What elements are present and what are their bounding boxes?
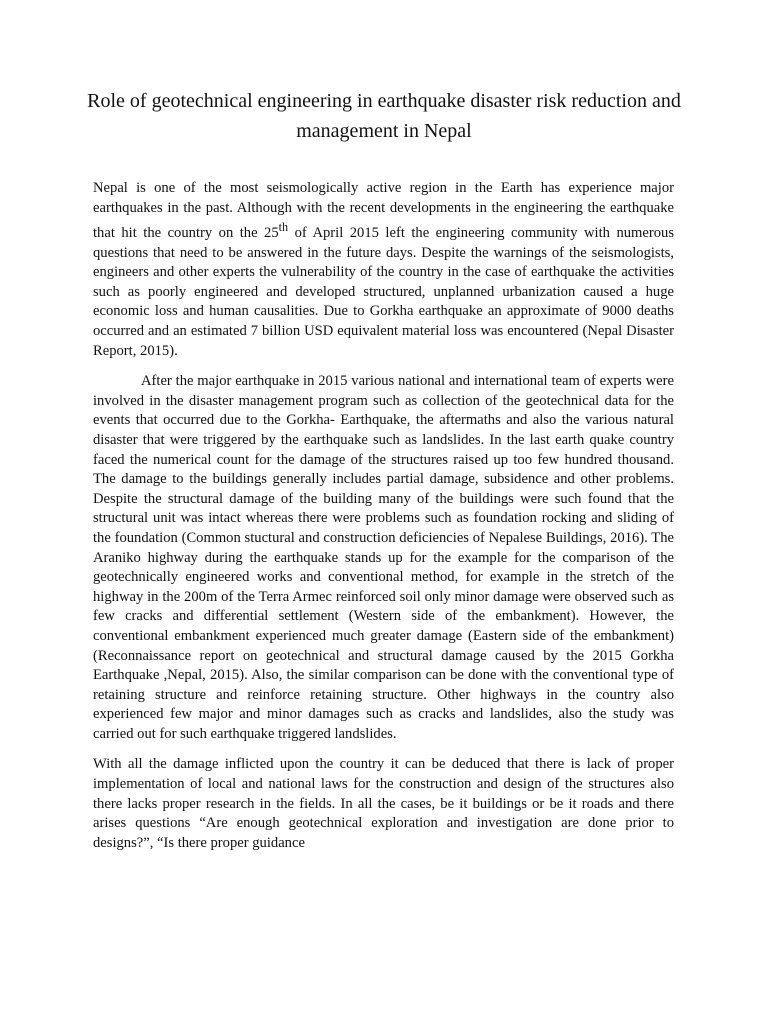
paragraph-post-earthquake-response: After the major earthquake in 2015 various national and international team of experts were involved in the disaster management program such as collection of the geotechnical data for the events that occurred due to the Gorkha- Earthquake, the aftermaths and also the various natural disaster that were triggered by the earthquake such as landslides. In the last earth quake country faced the numerical count for the damage of the structures raised up too few hundred thousand. The damage to the buildings generally includes partial damage, subsidence and other problems. Despite the structural damage of the building many of the buildings were such found that the structural unit was intact whereas there were problems such as foundation rocking and sliding of the foundation (Common stuctural and construction deficiencies of Nepalese Buildings, 2016). The Araniko highway during the earthquake stands up for the example for the comparison of the geotechnically engineered works and conventional method, for example in the stretch of the highway in the 200m of the Terra Armec reinforced soil only minor damage were observed such as few cracks and differential settlement (Western side of the embankment). However, the conventional embankment experienced much greater damage (Eastern side of the embankment) (Reconnaissance report on geotechnical and structural damage caused by the 2015 Gorkha Earthquake ,Nepal, 2015). Also, the similar comparison can be done with the conventional type of retaining structure and reinforce retaining structure. Other highways in the country also experienced few major and minor damages such as cracks and landslides, also the study was carried out for such earthquake triggered landslides.: [93, 373, 674, 742]
paragraph-intro-text-after: of April 2015 left the engineering community with numerous questions that need to be answered in the future days. Despite the warnings of the seismologists, engineers and other experts the vulnerability of the country in the case of earthquake the activities such as poorly engineered and developed structured, unplanned urbanization caused a huge economic loss and human causalities. Due to Gorkha earthquake an approximate of 9000 deaths occurred and an estimated 7 billion USD equivalent material loss was encountered (Nepal Disaster Report, 2015).: [93, 225, 674, 359]
document-title: Role of geotechnical engineering in earthquake disaster risk reduction and management in Nepal: [87, 90, 681, 142]
paragraph-lack-of-implementation: With all the damage inflicted upon the country it can be deduced that there is lack of proper implementation of local and national laws for the construction and design of the structures also there lacks proper research in the fields. In all the cases, be it buildings or be it roads and there arises questions “Are enough geotechnical exploration and investigation are done prior to designs?”, “Is there proper guidance: [93, 756, 674, 851]
ordinal-suffix: th: [278, 220, 289, 235]
paragraph-intro: [93, 179, 674, 361]
paragraph-intro-text-before: Nepal is one of the most seismologically active region in the Earth has experience major earthquakes in the past. Although with the recent developments in the engineering the earthquake that hit the country on the 25: [93, 180, 674, 242]
document-body: [93, 179, 674, 864]
